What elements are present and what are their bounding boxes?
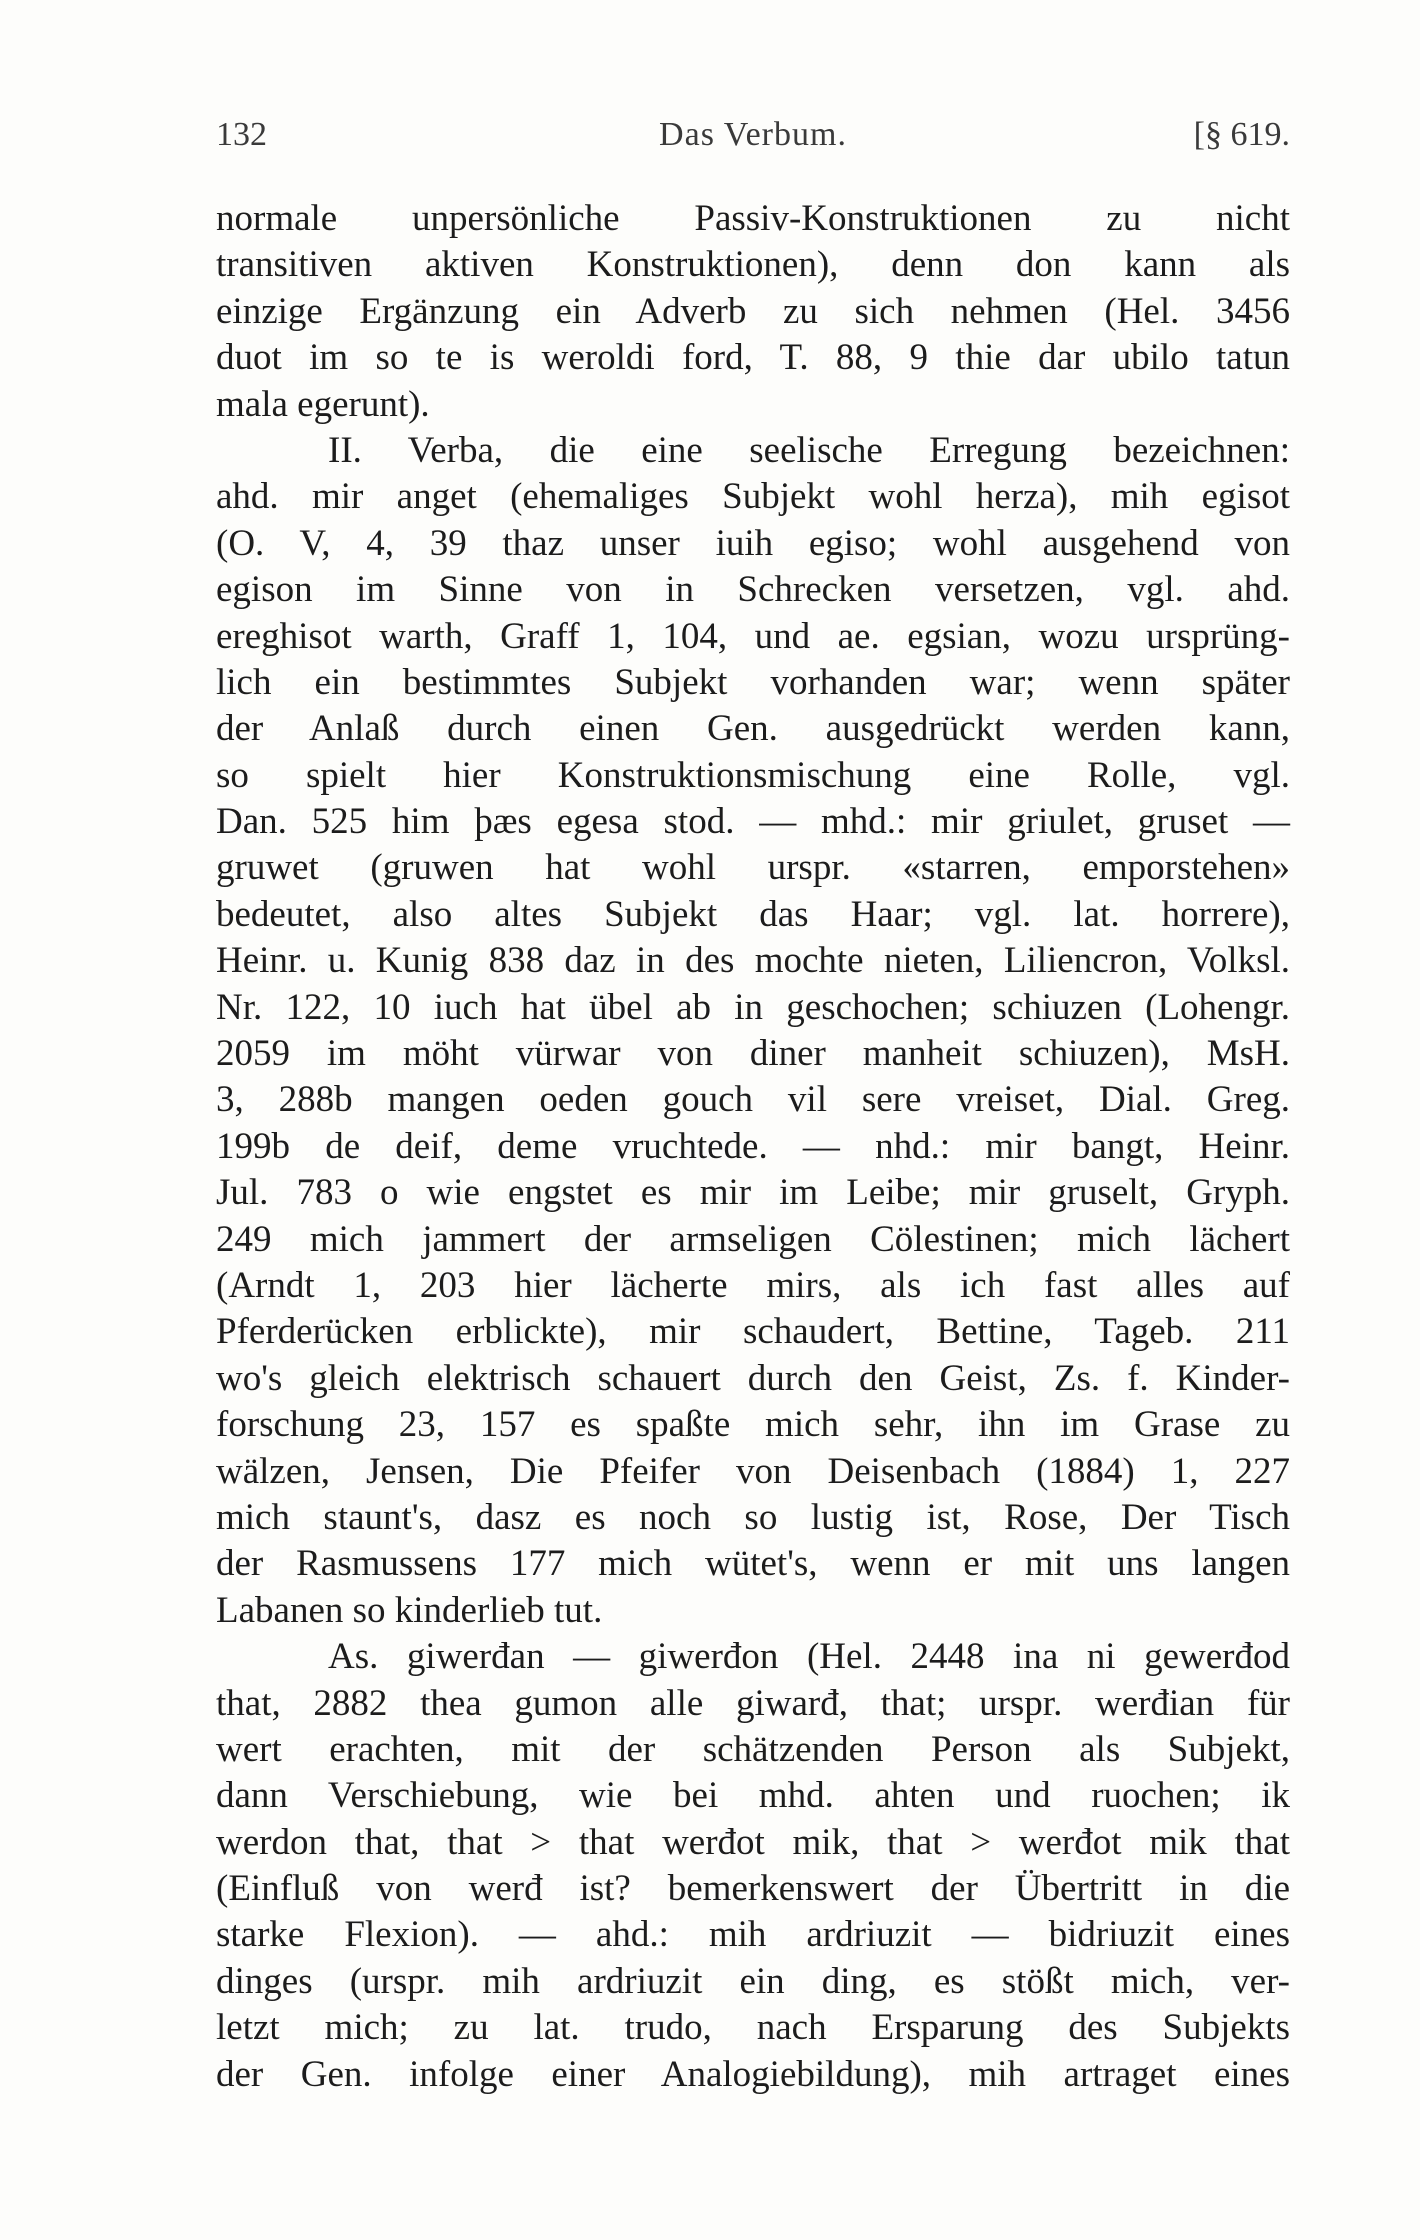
text-line: ereghisot warth, Graff 1, 104, und ae. egsian, wozu ursprüng- bbox=[216, 615, 1290, 657]
text-line: Heinr. u. Kunig 838 daz in des mochte nieten, Liliencron, Volksl. bbox=[216, 940, 1290, 982]
text-line: As. giwerđan — giwerđon (Hel. 2448 ina ni gewerđod bbox=[328, 1636, 1290, 1678]
text-line: starke Flexion). — ahd.: mih ardriuzit — bidriuzit eines bbox=[216, 1914, 1290, 1956]
text-line: transitiven aktiven Konstruktionen), denn don kann als bbox=[216, 244, 1290, 286]
text-line: letzt mich; zu lat. trudo, nach Ersparung des Subjekts bbox=[216, 2007, 1290, 2049]
text-line: 249 mich jammert der armseligen Cölestinen; mich lächert bbox=[216, 1218, 1290, 1260]
text-line: wert erachten, mit der schätzenden Person als Subjekt, bbox=[216, 1728, 1290, 1770]
text-line: Jul. 783 o wie engstet es mir im Leibe; mir gruselt, Gryph. bbox=[216, 1172, 1290, 1214]
section-reference: [§ 619. bbox=[1193, 116, 1290, 153]
text-line: mala egerunt). bbox=[216, 383, 430, 425]
text-line: normale unpersönliche Passiv-Konstruktionen zu nicht bbox=[216, 198, 1290, 239]
text-line: mich staunt's, dasz es noch so lustig ist, Rose, Der Tisch bbox=[216, 1496, 1290, 1538]
text-line: forschung 23, 157 es spaßte mich sehr, ihn im Grase zu bbox=[216, 1404, 1290, 1446]
text-line: wälzen, Jensen, Die Pfeifer von Deisenbach (1884) 1, 227 bbox=[216, 1450, 1290, 1492]
text-line: der Anlaß durch einen Gen. ausgedrückt werden kann, bbox=[216, 708, 1290, 750]
text-line: Labanen so kinderlieb tut. bbox=[216, 1589, 603, 1631]
text-line: that, 2882 thea gumon alle giwarđ, that; urspr. werđian für bbox=[216, 1682, 1290, 1724]
text-line: (Einfluß von werđ ist? bemerkenswert der Übertritt in die bbox=[216, 1868, 1290, 1910]
text-line: einzige Ergänzung ein Adverb zu sich nehmen (Hel. 3456 bbox=[216, 290, 1290, 332]
text-line: Nr. 122, 10 iuch hat übel ab in geschochen; schiuzen (Lohengr. bbox=[216, 986, 1290, 1028]
text-line: lich ein bestimmtes Subjekt vorhanden war; wenn später bbox=[216, 661, 1290, 703]
text-line: 2059 im möht vürwar von diner manheit schiuzen), MsH. bbox=[216, 1033, 1290, 1075]
page-number: 132 bbox=[216, 116, 267, 153]
text-line: 3, 288b mangen oeden gouch vil sere vreiset, Dial. Greg. bbox=[216, 1079, 1290, 1121]
text-line: (Arndt 1, 203 hier lächerte mirs, als ich fast alles auf bbox=[216, 1264, 1290, 1306]
text-line: egison im Sinne von in Schrecken versetzen, vgl. ahd. bbox=[216, 569, 1290, 611]
text-line: Dan. 525 him þæs egesa stod. — mhd.: mir griulet, gruset — bbox=[216, 801, 1290, 843]
text-line: wo's gleich elektrisch schauert durch den Geist, Zs. f. Kinder- bbox=[216, 1357, 1290, 1399]
text-line: ahd. mir anget (ehemaliges Subjekt wohl herza), mih egisot bbox=[216, 476, 1290, 518]
text-line: gruwet (gruwen hat wohl urspr. «starren, emporstehen» bbox=[216, 847, 1290, 889]
text-line: der Rasmussens 177 mich wütet's, wenn er mit uns langen bbox=[216, 1543, 1290, 1585]
text-line: II. Verba, die eine seelische Erregung bezeichnen: bbox=[328, 429, 1290, 471]
text-line: der Gen. infolge einer Analogiebildung), mih artraget eines bbox=[216, 2053, 1290, 2095]
text-line: bedeutet, also altes Subjekt das Haar; vgl. lat. horrere), bbox=[216, 893, 1290, 935]
body-text bbox=[216, 196, 1290, 2098]
text-line: dann Verschiebung, wie bei mhd. ahten und ruochen; ik bbox=[216, 1775, 1290, 1817]
running-title: Das Verbum. bbox=[659, 116, 847, 153]
text-line: 199b de deif, deme vruchtede. — nhd.: mir bangt, Heinr. bbox=[216, 1125, 1290, 1167]
text-line: duot im so te is weroldi ford, T. 88, 9 thie dar ubilo tatun bbox=[216, 337, 1290, 379]
running-head bbox=[216, 110, 1290, 160]
text-line: (O. V, 4, 39 thaz unser iuih egiso; wohl ausgehend von bbox=[216, 522, 1290, 564]
text-line: Pferderücken erblickte), mir schaudert, Bettine, Tageb. 211 bbox=[216, 1311, 1290, 1353]
text-line: werdon that, that > that werđot mik, that > werđot mik that bbox=[216, 1821, 1290, 1863]
text-line: so spielt hier Konstruktionsmischung eine Rolle, vgl. bbox=[216, 754, 1290, 796]
text-line: dinges (urspr. mih ardriuzit ein ding, es stößt mich, ver- bbox=[216, 1960, 1290, 2002]
